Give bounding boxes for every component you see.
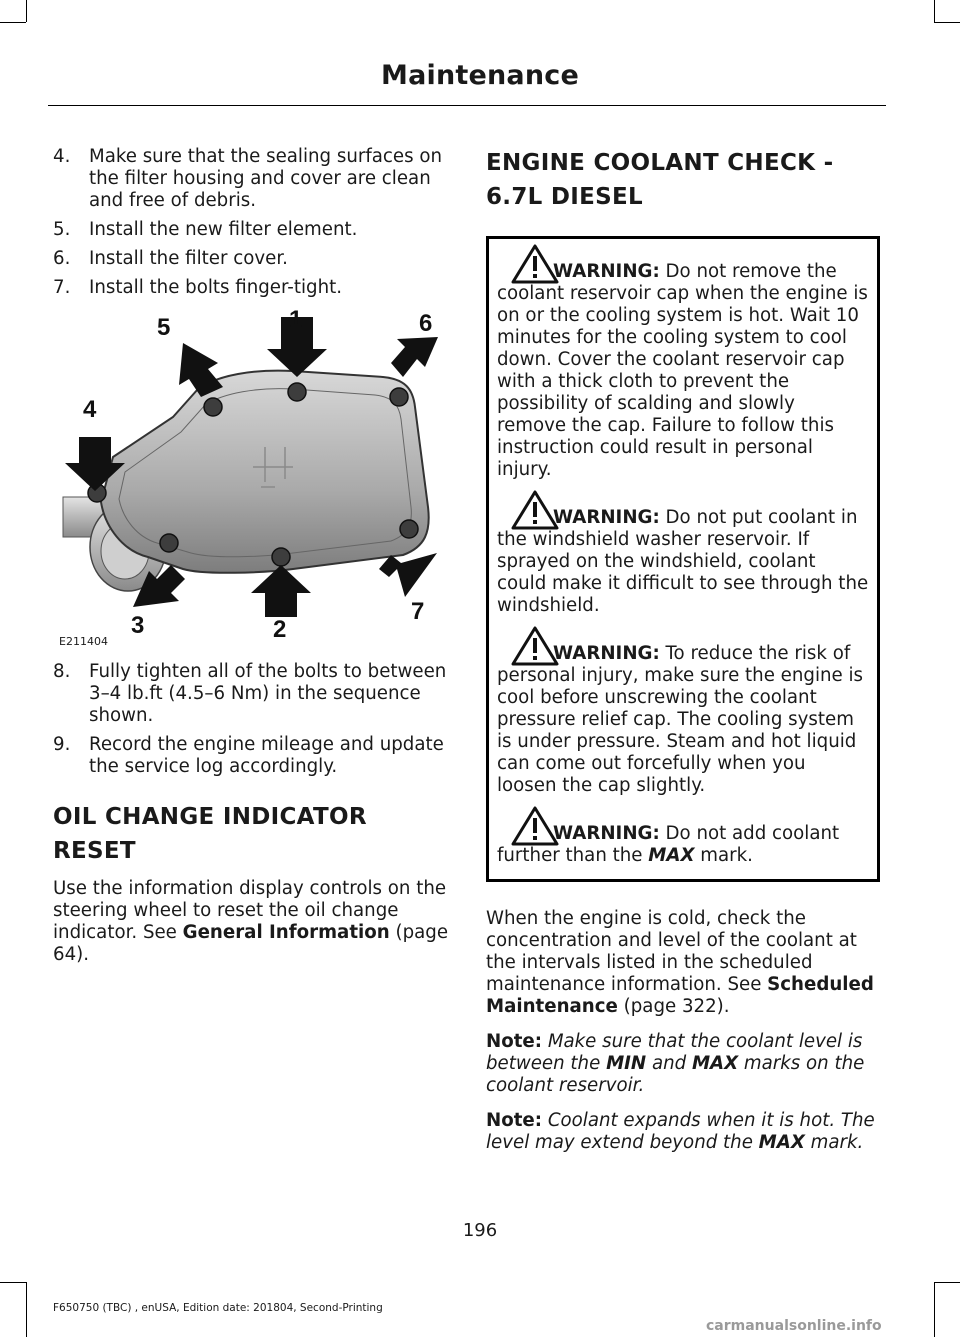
- heading-line: OIL CHANGE INDICATOR: [53, 804, 367, 830]
- warning-item: [497, 261, 869, 481]
- note-text: Make sure that the coolant level is between the: [486, 1031, 863, 1074]
- warning-item: [497, 643, 869, 797]
- callout-label: 7: [411, 598, 425, 625]
- emphasis-text: MAX: [691, 1053, 739, 1074]
- step-text: Record the engine mileage and update the service log accordingly.: [89, 734, 444, 777]
- callout-label: 2: [273, 616, 287, 643]
- bolt-5-shape: [204, 398, 222, 416]
- warning-body: mark.: [694, 845, 753, 866]
- cross-reference-link[interactable]: General Information: [182, 922, 390, 943]
- oil-reset-paragraph: [53, 878, 448, 966]
- emphasis-text: MIN: [606, 1053, 647, 1074]
- warning-body: To reduce the risk of personal injury, make sure the engine is cool before unscrewing the coolant pressure relief cap. The cooling system is under pressure. Steam and hot liquid can come out forcefully when you loosen the cap slightly.: [497, 643, 864, 796]
- section-heading: [486, 146, 878, 214]
- bolt-6-shape: [390, 388, 408, 406]
- callout-label: 1: [289, 307, 303, 333]
- step-number: 9.: [53, 734, 71, 755]
- note-label: Note:: [486, 1110, 543, 1131]
- warning-item: [497, 507, 869, 617]
- crop-mark: [0, 22, 26, 23]
- step-text: Install the new filter element.: [89, 219, 358, 240]
- emphasis-text: MAX: [648, 845, 695, 866]
- warning-triangle-icon: [511, 489, 559, 531]
- warning-label: WARNING:: [553, 261, 660, 282]
- warning-label: WARNING:: [553, 507, 660, 528]
- warning-label: WARNING:: [553, 643, 660, 664]
- crop-mark: [26, 0, 27, 22]
- warning-text: [497, 261, 869, 481]
- step-item: [53, 734, 448, 778]
- note-text: mark.: [804, 1132, 864, 1153]
- step-item: [53, 661, 448, 727]
- right-column: [486, 146, 878, 1167]
- heading-line: ENGINE COOLANT CHECK -: [486, 150, 834, 176]
- arrow-7-icon: [379, 553, 437, 597]
- step-number: 7.: [53, 277, 71, 298]
- step-item: [53, 219, 448, 241]
- filter-cover-illustration: [53, 307, 448, 647]
- step-number: 6.: [53, 248, 71, 269]
- note-text: marks on the coolant reservoir.: [486, 1053, 865, 1096]
- bolt-7-shape: [400, 520, 418, 538]
- callout-label: 4: [83, 396, 97, 423]
- arrow-5-icon: [179, 343, 223, 397]
- step-text: Make sure that the sealing surfaces on the filter housing and cover are clean and free of debris.: [89, 146, 442, 211]
- callout-label: 6: [419, 310, 433, 337]
- warning-body: Do not put coolant in the windshield washer reservoir. If sprayed on the windshield, coolant could make it difficult to see through the windshield.: [497, 507, 869, 616]
- cross-reference-link[interactable]: Scheduled Maintenance: [486, 974, 874, 1017]
- body-text: When the engine is cold, check the concentration and level of the coolant at the intervals listed in the scheduled maintenance information. See: [486, 908, 857, 995]
- header-rule: [48, 105, 886, 106]
- step-list: [53, 661, 448, 778]
- bolt-2-shape: [272, 548, 290, 566]
- footer-edition: F650750 (TBC) , enUSA, Edition date: 201804, Second-Printing: [53, 1302, 383, 1314]
- step-item: [53, 277, 448, 299]
- heading-line: RESET: [53, 838, 136, 864]
- warning-triangle-icon: [511, 625, 559, 667]
- step-text: Install the bolts finger-tight.: [89, 277, 343, 298]
- step-number: 5.: [53, 219, 71, 240]
- left-column: [53, 146, 448, 979]
- page-number: 196: [462, 1220, 498, 1241]
- step-number: 8.: [53, 661, 71, 682]
- emphasis-text: MAX: [758, 1132, 805, 1153]
- bolt-3-shape: [160, 534, 178, 552]
- warning-item: [497, 823, 869, 867]
- arrow-6-icon: [391, 337, 438, 377]
- warning-triangle-icon: [511, 243, 559, 285]
- step-text: Install the filter cover.: [89, 248, 288, 269]
- body-text: (page 322).: [617, 996, 730, 1017]
- step-item: [53, 146, 448, 212]
- step-item: [53, 248, 448, 270]
- callout-label: 5: [157, 314, 171, 341]
- crop-mark: [934, 0, 935, 22]
- step-text: Fully tighten all of the bolts to between 3–4 lb.ft (4.5–6 Nm) in the sequence shown.: [89, 661, 447, 726]
- callout-label: 3: [131, 612, 145, 639]
- section-heading: [53, 800, 448, 868]
- warning-body: Do not remove the coolant reservoir cap when the engine is on or the cooling system is hot. Wait 10 minutes for the cooling system to cool down. Cover the coolant reservoir cap with a thick cloth to prevent the possibility of scalding and slowly remove the cap. Failure to follow this instruction could result in personal injury.: [497, 261, 868, 480]
- page-title: Maintenance: [381, 60, 579, 91]
- coolant-paragraph: [486, 908, 878, 1018]
- body-text: (page 64).: [53, 922, 449, 965]
- heading-line: 6.7L DIESEL: [486, 184, 644, 210]
- warning-label: WARNING:: [553, 823, 660, 844]
- figure-id: E211404: [59, 635, 108, 648]
- step-list: [53, 146, 448, 299]
- warning-body: Do not add coolant further than the: [497, 823, 840, 866]
- warning-triangle-icon: [511, 805, 559, 847]
- watermark: carmanualsonline.info: [706, 1318, 882, 1334]
- crop-mark: [0, 1282, 26, 1283]
- warning-box: [486, 236, 880, 882]
- note-label: Note:: [486, 1031, 543, 1052]
- note-paragraph: [486, 1110, 878, 1154]
- crop-mark: [26, 1282, 27, 1337]
- note-text: Coolant expands when it is hot. The level may extend beyond the: [486, 1110, 875, 1153]
- filter-cover-figure: [53, 307, 448, 647]
- crop-mark: [934, 22, 960, 23]
- note-text: and: [646, 1053, 692, 1074]
- bolt-1-shape: [288, 383, 306, 401]
- note-paragraph: [486, 1031, 878, 1097]
- step-number: 4.: [53, 146, 71, 167]
- crop-mark: [934, 1282, 935, 1337]
- body-text: Use the information display controls on the steering wheel to reset the oil change indicator. See: [53, 878, 447, 943]
- crop-mark: [934, 1282, 960, 1283]
